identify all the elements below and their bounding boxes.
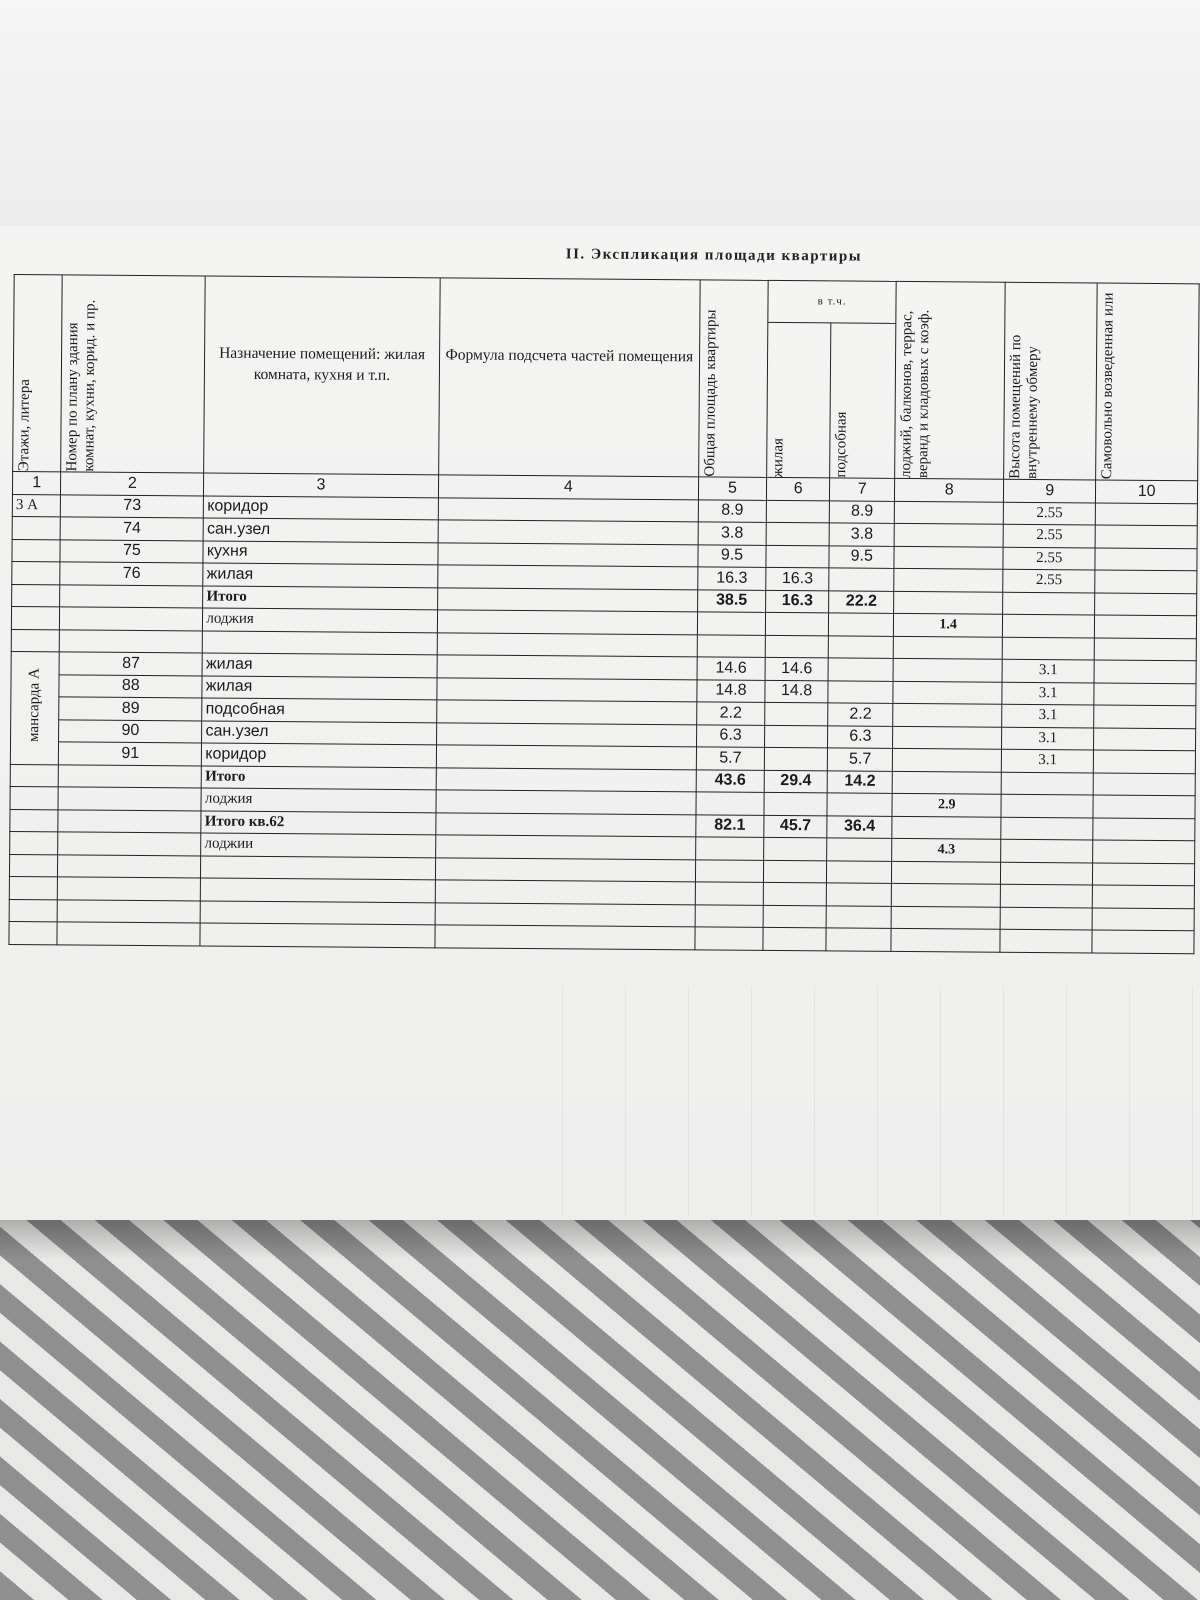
formula-cell [437,587,697,612]
height-cell [1001,862,1093,885]
unauthorized-cell [1092,930,1194,953]
col-number: 1 [12,471,61,494]
loggia-area-cell [892,771,1001,794]
floor-cell [10,786,59,809]
living-area-cell: 45.7 [764,815,827,838]
total-area-cell: 16.3 [698,567,766,590]
formula-cell [436,700,696,725]
formula-cell [438,497,698,522]
total-area-cell: 43.6 [696,769,764,792]
loggia-area-cell [894,591,1003,614]
living-area-cell [763,882,826,905]
room-name-cell: коридор [202,743,436,767]
total-area-cell: 9.5 [698,544,766,567]
room-name-cell: коридор [204,495,438,519]
formula-cell [437,632,697,657]
header-formula: Формула подсчета частей помещения [438,278,700,477]
header-living: жилая [767,322,831,478]
room-name-cell [201,878,435,902]
unauthorized-cell [1092,885,1194,908]
floor-cell [11,606,60,629]
unauthorized-cell [1095,593,1197,616]
floor-cell [12,516,61,539]
room-name-cell: Итого кв.62 [201,810,435,834]
room-number-cell [58,854,201,878]
height-cell: 3.1 [1002,727,1094,750]
aux-area-cell [829,568,894,591]
loggia-area-cell [893,681,1002,704]
unauthorized-cell [1095,525,1197,548]
col-number: 10 [1096,480,1198,503]
total-area-cell: 14.8 [697,679,765,702]
unauthorized-cell [1093,817,1195,840]
formula-cell [435,835,695,860]
aux-area-cell [827,860,892,883]
formula-cell [435,880,695,905]
unauthorized-cell [1094,660,1196,683]
total-area-cell [695,927,763,950]
aux-area-cell: 8.9 [830,500,895,523]
room-name-cell: жилая [202,675,436,699]
fabric-background [0,1220,1200,1600]
unauthorized-cell [1094,727,1196,750]
floor-cell [10,764,59,787]
living-area-cell [765,612,828,635]
room-name-cell [201,855,435,879]
room-number-cell [57,899,200,923]
total-area-cell: 5.7 [696,747,764,770]
loggia-area-cell [893,703,1002,726]
room-name-cell: жилая [202,653,436,677]
formula-cell [437,610,697,635]
room-number-cell: 74 [60,517,203,541]
loggia-area-cell: 4.3 [892,838,1001,861]
aux-area-cell: 9.5 [829,545,894,568]
total-area-cell: 82.1 [696,814,764,837]
floor-cell [9,921,58,944]
aux-area-cell: 3.8 [829,523,894,546]
header-total-area: Общая площадь квартиры [699,280,769,478]
living-area-cell: 29.4 [764,770,827,793]
height-cell: 3.1 [1002,749,1094,772]
formula-cell [436,745,696,770]
unauthorized-cell [1094,637,1196,660]
col-number: 9 [1004,479,1096,502]
floor-cell [12,539,61,562]
document-title: II. Экспликация площади квартиры [565,246,863,265]
aux-area-cell: 36.4 [827,815,892,838]
floor-cell [10,809,59,832]
height-cell: 2.55 [1003,569,1095,592]
total-area-cell: 3.8 [698,522,766,545]
unauthorized-cell [1094,682,1196,705]
height-cell: 3.1 [1002,682,1094,705]
room-name-cell: кухня [203,540,437,564]
unauthorized-cell [1094,750,1196,773]
col-number: 6 [766,477,829,500]
col-number: 8 [895,478,1004,501]
height-cell [1001,839,1093,862]
room-number-cell: 89 [59,697,202,721]
floor-cell: 3 А [12,494,61,517]
aux-area-cell: 6.3 [828,725,893,748]
height-cell: 2.55 [1003,502,1095,525]
aux-area-cell [827,793,892,816]
aux-area-cell [828,658,893,681]
loggia-area-cell [893,658,1002,681]
formula-cell [435,902,695,927]
height-cell: 3.1 [1002,659,1094,682]
room-number-cell [58,787,201,811]
height-cell: 3.1 [1002,704,1094,727]
height-cell [1001,817,1093,840]
living-area-cell [764,792,827,815]
room-name-cell [200,900,434,924]
floor-cell [9,899,58,922]
total-area-cell [695,859,763,882]
room-number-cell [58,877,201,901]
height-cell [1001,772,1093,795]
loggia-area-cell [893,726,1002,749]
living-area-cell [765,635,828,658]
living-area-cell [763,905,826,928]
loggia-area-cell [893,636,1002,659]
header-floor: Этажи, литера [13,275,63,472]
total-area-cell: 14.6 [697,657,765,680]
aux-area-cell: 5.7 [828,748,893,771]
room-number-cell: 76 [60,562,203,586]
room-name-cell: лоджия [203,608,437,632]
header-height: Высота помещений по внутреннему обмеру [1004,282,1098,480]
floor-cell [9,854,58,877]
unauthorized-cell [1093,862,1195,885]
room-number-cell: 91 [59,742,202,766]
aux-area-cell [827,838,892,861]
col-number: 3 [204,473,438,497]
room-name-cell: Итого [203,585,437,609]
living-area-cell: 16.3 [766,590,829,613]
room-number-cell [57,922,200,946]
header-auxiliary: подсобная [830,323,896,479]
formula-cell [438,542,698,567]
height-cell [1000,929,1092,952]
col-number: 7 [830,478,895,501]
header-loggias: лоджий, балконов, террас, веранд и кладовых с коэф. [895,281,1006,479]
formula-cell [436,677,696,702]
living-area-cell [766,522,829,545]
living-area-cell [766,545,829,568]
loggia-area-cell [892,816,1001,839]
living-area-cell [766,500,829,523]
unauthorized-cell [1095,503,1197,526]
room-number-cell: 75 [60,539,203,563]
living-area-cell [764,837,827,860]
unauthorized-cell [1095,615,1197,638]
living-area-cell: 14.6 [765,657,828,680]
aux-area-cell: 2.2 [828,703,893,726]
room-name-cell: жилая [203,563,437,587]
table-body [9,494,1197,953]
formula-cell [438,520,698,545]
unauthorized-cell [1093,840,1195,863]
living-area-cell: 16.3 [766,567,829,590]
floor-cell [10,831,59,854]
room-name-cell [200,923,434,947]
living-area-cell [764,747,827,770]
loggia-area-cell [891,906,1000,929]
height-cell [1003,592,1095,615]
explication-table [8,274,1199,954]
unauthorized-cell [1093,772,1195,795]
height-cell: 2.55 [1003,524,1095,547]
room-name-cell: лоджия [201,788,435,812]
living-area-cell: 14.8 [765,680,828,703]
unauthorized-cell [1093,795,1195,818]
living-area-cell [765,725,828,748]
floor-cell-mansard [10,651,59,764]
aux-area-cell [826,905,891,928]
loggia-area-cell [894,501,1003,524]
height-cell [1000,907,1092,930]
header-including: в т.ч. [768,280,897,323]
loggia-area-cell [894,568,1003,591]
floor-cell [12,561,61,584]
total-area-cell [697,612,765,635]
room-number-cell [60,607,203,631]
loggia-area-cell [892,861,1001,884]
loggia-area-cell: 1.4 [894,613,1003,636]
room-number-cell: 87 [59,652,202,676]
living-area-cell [763,927,826,950]
loggia-area-cell [891,928,1000,951]
height-cell: 2.55 [1003,547,1095,570]
formula-cell [435,925,695,950]
aux-area-cell [829,613,894,636]
height-cell [1002,637,1094,660]
total-area-cell: 8.9 [698,499,766,522]
loggia-area-cell [891,883,1000,906]
floor-cell [12,584,61,607]
room-number-cell [59,764,202,788]
loggia-area-cell: 2.9 [892,793,1001,816]
room-number-cell [60,584,203,608]
unauthorized-cell [1095,570,1197,593]
total-area-cell: 38.5 [698,589,766,612]
room-number-cell [58,809,201,833]
living-area-cell [763,860,826,883]
unauthorized-cell [1092,907,1194,930]
col-number: 2 [61,472,204,496]
header-room-number: Номер по плану здания комнат, кухни, корид. и пр. [61,275,206,473]
formula-cell [436,767,696,792]
room-name-cell: сан.узел [202,720,436,744]
show-through-lines [500,986,1200,1216]
loggia-area-cell [894,546,1003,569]
total-area-cell [695,904,763,927]
room-name-cell [203,630,437,654]
mansard-label: мансарда А [26,668,43,743]
aux-area-cell [827,883,892,906]
total-area-cell: 6.3 [696,724,764,747]
total-area-cell [696,792,764,815]
room-name-cell: подсобная [202,698,436,722]
living-area-cell [765,702,828,725]
unauthorized-cell [1094,705,1196,728]
height-cell [1001,794,1093,817]
height-cell [1003,614,1095,637]
aux-area-cell: 14.2 [827,770,892,793]
room-name-cell: Итого [202,765,436,789]
formula-cell [436,790,696,815]
room-number-cell: 73 [61,494,204,518]
previous-page [0,0,1200,227]
aux-area-cell [828,680,893,703]
formula-cell [437,655,697,680]
formula-cell [435,812,695,837]
aux-area-cell: 22.2 [829,590,894,613]
room-number-cell: 88 [59,674,202,698]
room-number-cell [60,629,203,653]
formula-cell [437,565,697,590]
total-area-cell [697,634,765,657]
floor-cell [9,876,58,899]
header-unauthorized: Самовольно возведенная или [1096,283,1199,481]
total-area-cell: 2.2 [697,702,765,725]
col-number: 4 [438,475,698,500]
total-area-cell [696,837,764,860]
room-number-cell: 90 [59,719,202,743]
floor-cell [11,629,60,652]
total-area-cell [695,882,763,905]
room-name-cell: сан.узел [203,518,437,542]
room-name-cell: лоджии [201,833,435,857]
loggia-area-cell [893,748,1002,771]
loggia-area-cell [894,523,1003,546]
col-number: 5 [698,477,766,500]
header-room-purpose: Назначение помещений: жилая комната, кухня и т.п. [204,276,440,475]
formula-cell [435,857,695,882]
aux-area-cell [828,635,893,658]
unauthorized-cell [1095,548,1197,571]
formula-cell [436,722,696,747]
room-number-cell [58,832,201,856]
aux-area-cell [826,928,891,951]
height-cell [1000,884,1092,907]
